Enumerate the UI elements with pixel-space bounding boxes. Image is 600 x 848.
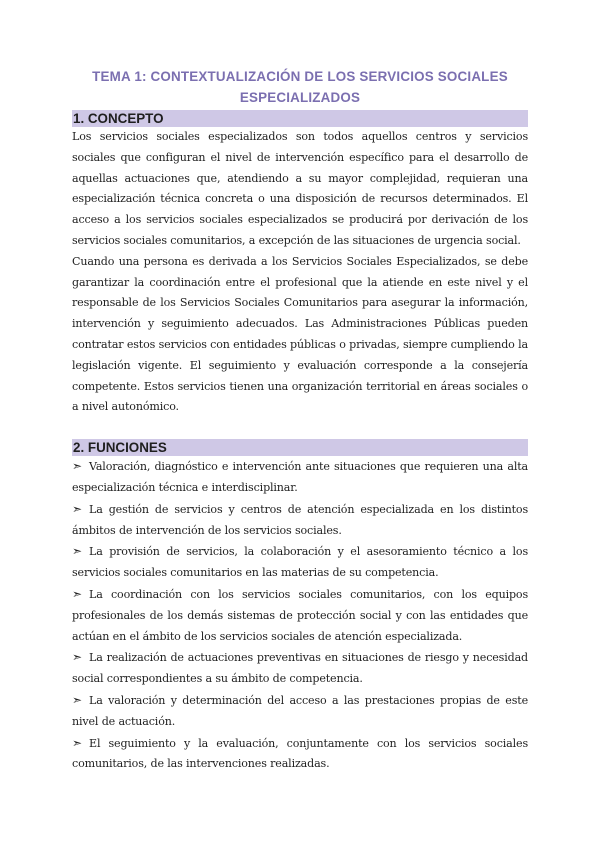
arrowhead-icon: ➣ (72, 459, 82, 474)
section-heading-funciones: 2. FUNCIONES (72, 439, 528, 456)
arrowhead-icon: ➣ (72, 735, 82, 750)
list-item-text: La gestión de servicios y centros de atención especializada en los distintos ámbitos de intervención de los servicios sociales. (72, 502, 528, 537)
list-item-text: La realización de actuaciones preventivas en situaciones de riesgo y necesidad social correspondientes a su ámbito de competencia. (72, 651, 528, 686)
section-funciones (72, 439, 528, 775)
list-item (72, 541, 528, 584)
funciones-list (72, 456, 528, 775)
concepto-paragraph-1: Los servicios sociales especializados son todos aquellos centros y servicios sociales que configuran el nivel de intervención específico para el desarrollo de aquellas actuaciones que, atendiendo a su mayor complejidad, requieran una especialización técnica concreta o una disposición de recursos determinados. El acceso a los servicios sociales especializados se producirá por derivación de los servicios sociales comunitarios, a excepción de las situaciones de urgencia social. (72, 130, 528, 247)
list-item (72, 584, 528, 647)
arrowhead-icon: ➣ (72, 501, 82, 516)
list-item-text: La provisión de servicios, la colaboración y el asesoramiento técnico a los servicios sociales comunitarios en las materias de su competencia. (72, 545, 528, 580)
list-item-text: La coordinación con los servicios sociales comunitarios, con los equipos profesionales de los demás sistemas de protección social y con las entidades que actúan en el ámbito de los servicios sociales de atención especializada. (72, 587, 528, 643)
concepto-paragraph-2: Cuando una persona es derivada a los Servicios Sociales Especializados, se debe garantizar la coordinación entre el profesional que la atiende en este nivel y el responsable de los Servicios Sociales Comunitarios para asegurar la información, intervención y seguimiento adecuados. Las Administraciones Públicas pueden contratar estos servicios con entidades públicas o privadas, siempre cumpliendo la legislación vigente. El seguimiento y evaluación corresponde a la consejería competente. Estos servicios tienen una organización territorial en áreas sociales o a nivel autonómico. (72, 254, 528, 414)
list-item (72, 733, 528, 776)
arrowhead-icon: ➣ (72, 586, 82, 601)
arrowhead-icon: ➣ (72, 650, 82, 665)
list-item (72, 456, 528, 499)
list-item (72, 499, 528, 542)
list-item-text: El seguimiento y la evaluación, conjuntamente con los servicios sociales comunitarios, de las intervenciones realizadas. (72, 736, 528, 771)
list-item (72, 647, 528, 690)
section-concepto (72, 110, 528, 418)
section-heading-concepto: 1. CONCEPTO (72, 110, 528, 127)
document-page (72, 66, 528, 775)
list-item (72, 690, 528, 733)
document-title: TEMA 1: CONTEXTUALIZACIÓN DE LOS SERVICIOS SOCIALES ESPECIALIZADOS (92, 69, 508, 105)
list-item-text: Valoración, diagnóstico e intervención ante situaciones que requieren una alta especialización técnica e interdisciplinar. (72, 460, 528, 494)
arrowhead-icon: ➣ (72, 544, 82, 559)
list-item-text: La valoración y determinación del acceso a las prestaciones propias de este nivel de actuación. (72, 693, 528, 728)
arrowhead-icon: ➣ (72, 692, 82, 707)
